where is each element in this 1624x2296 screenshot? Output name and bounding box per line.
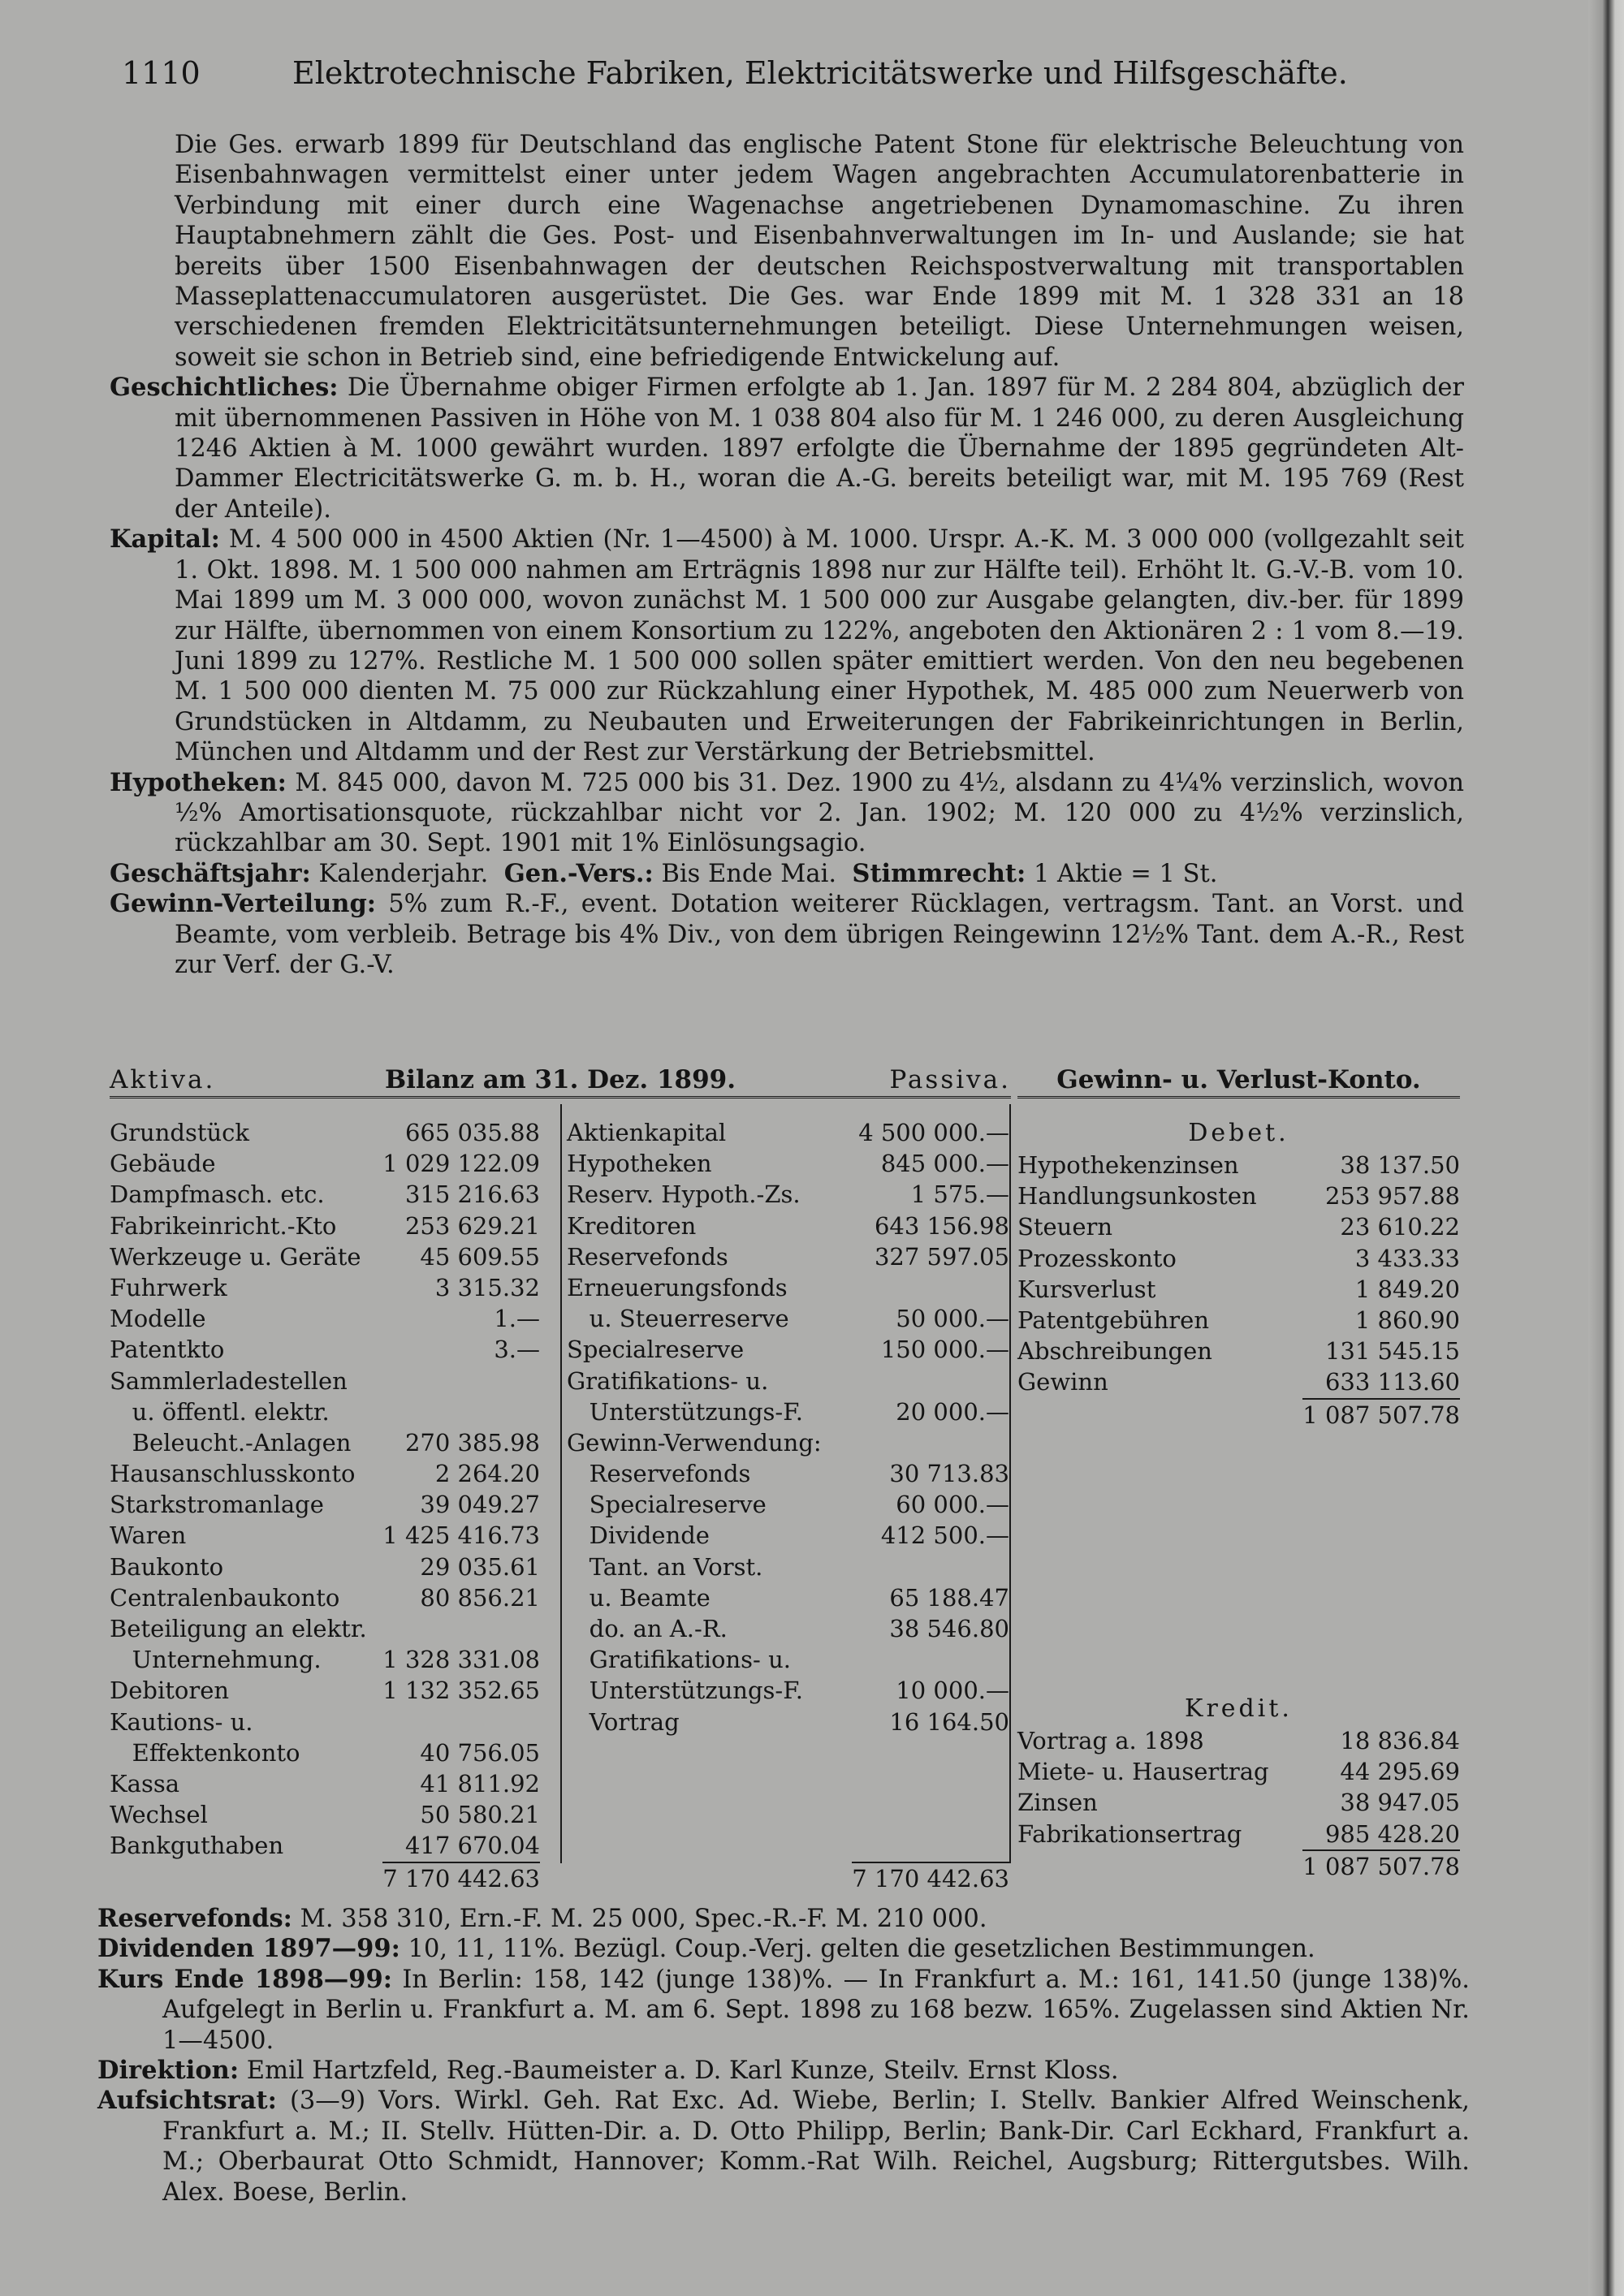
table-row [110, 1520, 540, 1551]
table-row [1017, 1366, 1460, 1397]
table-row [1017, 1756, 1460, 1787]
row-amount: 50 580.21 [420, 1801, 540, 1829]
section-kapital [110, 524, 1464, 767]
table-row [567, 1211, 1009, 1241]
row-amount: 1 860.90 [1354, 1306, 1460, 1334]
kredit-rows [1017, 1725, 1460, 1880]
spacer-row [567, 1768, 1009, 1799]
row-label: Gratifikations- u. [567, 1366, 769, 1395]
total-row [567, 1862, 1009, 1892]
row-label: Beleucht.-Anlagen [110, 1428, 352, 1457]
aktiva-column [110, 1117, 540, 1892]
row-label: Unterstützungs-F. [567, 1397, 804, 1426]
table-row [110, 1768, 540, 1799]
table-row [567, 1179, 1009, 1210]
debet-section [1017, 1117, 1460, 1429]
table-row [1017, 1243, 1460, 1274]
row-amount: 2 264.20 [434, 1460, 540, 1488]
total-row [110, 1862, 540, 1892]
table-row [567, 1148, 1009, 1179]
row-label: Unternehmung. [110, 1646, 322, 1674]
table-row [567, 1644, 1009, 1675]
section-label: Reservefonds: [97, 1904, 292, 1933]
row-amount: 3 433.33 [1354, 1244, 1460, 1272]
row-label: Kursverlust [1017, 1275, 1156, 1303]
running-title: Elektrotechnische Fabriken, Elektricitätswerke und Hilfsgeschäfte. [292, 55, 1348, 91]
table-row [110, 1272, 540, 1303]
row-amount: 20 000.— [896, 1397, 1009, 1426]
kredit-section [1017, 1693, 1460, 1880]
total-row [1017, 1398, 1460, 1429]
row-amount: 643 156.98 [874, 1211, 1009, 1240]
table-row [567, 1334, 1009, 1365]
footer-kurs [97, 1965, 1470, 2056]
row-label: Gewinn [1017, 1368, 1108, 1396]
row-label: Erneuerungsfonds [567, 1273, 788, 1301]
row-amount: 633 113.60 [1324, 1368, 1460, 1396]
row-label: Sammlerladestellen [110, 1366, 348, 1395]
table-row [110, 1117, 540, 1148]
row-amount: 1 425 416.73 [382, 1521, 540, 1550]
footer-direktion [97, 2056, 1470, 2086]
row-amount: 60 000.— [896, 1491, 1009, 1519]
aktiva-label: Aktiva. [110, 1065, 216, 1094]
column-divider [1009, 1104, 1011, 1863]
row-amount: 1 132 352.65 [382, 1677, 540, 1705]
row-amount: 412 500.— [880, 1521, 1009, 1550]
section-label: Geschäftsjahr: [110, 858, 311, 888]
row-amount: 50 000.— [896, 1305, 1009, 1333]
footer-reservefonds [97, 1904, 1470, 1934]
table-row [1017, 1274, 1460, 1305]
total-row [1017, 1849, 1460, 1880]
column-divider [560, 1104, 562, 1863]
section-label: Direktion: [97, 2056, 240, 2086]
balance-sheet-title: Bilanz am 31. Dez. 1899. [384, 1065, 736, 1094]
section-label: Kapital: [110, 524, 220, 555]
section-text: M. 845 000, davon M. 725 000 bis 31. Dez. 1900 zu 4½, alsdann zu 4¼% verzinslich, wovon ½% Amortisationsquote, rückzahlbar nicht vor 2. Jan. 1902; M. 120 000 zu 4½% verzinslich, rückzahlbar am 30. Sept. 1901 mit 1% Einlösungsagio. [175, 768, 1464, 858]
row-amount: 16 164.50 [889, 1707, 1009, 1736]
row-label: Kautions- u. [110, 1707, 253, 1736]
row-label: Fuhrwerk [110, 1273, 227, 1301]
row-label: Handlungsunkosten [1017, 1182, 1257, 1211]
row-amount: 845 000.— [880, 1150, 1009, 1178]
table-row [567, 1520, 1009, 1551]
row-amount: 23 610.22 [1340, 1213, 1460, 1241]
table-row [1017, 1725, 1460, 1756]
row-amount: 65 188.47 [889, 1583, 1009, 1612]
table-row [110, 1737, 540, 1768]
kredit-label: Kredit. [1185, 1694, 1293, 1723]
row-label: do. an A.-R. [567, 1615, 728, 1642]
row-amount: 327 597.05 [874, 1242, 1009, 1271]
table-row [567, 1303, 1009, 1334]
row-label: Wechsel [110, 1801, 208, 1829]
row-amount: 39 049.27 [420, 1491, 540, 1519]
row-label: Miete- u. Hausertrag [1017, 1758, 1269, 1786]
row-amount: 1 328 331.08 [382, 1646, 540, 1674]
profit-loss-header [1017, 1064, 1460, 1098]
section-label: Gen.-Vers.: [503, 858, 654, 888]
table-row [110, 1303, 540, 1334]
page-number: 1110 [122, 55, 201, 91]
intro-paragraph: Die Ges. erwarb 1899 für Deutschland das englische Patent Stone für elektrische Beleuchtung von Eisenbahnwagen vermittelst einer unter jedem Wagen angebrachten Accumulatorenbatterie in Verbindung mit einer durch eine Wagenachse angetriebenen Dynamomaschine. Zu ihren Hauptabnehmern zählt die Ges. Post- und Eisenbahnverwaltungen im In- und Auslande; sie hat bereits über 1500 Eisenbahnwagen der deutschen Reichspostverwaltung mit transportablen Masseplattenaccumulatoren ausgerüstet. Die Ges. war Ende 1899 mit M. 1 328 331 an 18 verschiedenen fremden Elektricitätsunternehmungen beteiligt. Diese Unternehmungen weisen, soweit sie schon in Betrieb sind, eine befriedigende Entwickelung auf. [175, 131, 1464, 372]
row-amount: 38 947.05 [1340, 1789, 1460, 1817]
row-amount: 18 836.84 [1340, 1727, 1460, 1754]
table-row [567, 1427, 1009, 1458]
row-label: Effektenkonto [110, 1738, 300, 1767]
total-amount: 7 170 442.63 [852, 1862, 1009, 1894]
debet-rows [1017, 1150, 1460, 1429]
table-row [1017, 1180, 1460, 1211]
row-amount: 3 315.32 [434, 1273, 540, 1301]
row-amount: 315 216.63 [404, 1180, 540, 1209]
section-text: 1 Aktie = 1 St. [1026, 859, 1218, 888]
row-label: Fabrikeinricht.-Kto [110, 1211, 337, 1240]
spacer-row [567, 1830, 1009, 1861]
row-amount: 131 545.15 [1324, 1337, 1460, 1366]
section-text: M. 4 500 000 in 4500 Aktien (Nr. 1—4500) à M. 1000. Urspr. A.-K. M. 3 000 000 (vollgezahlt seit 1. Okt. 1898. M. 1 500 000 nahmen am Erträgnis 1898 nur zur Hälfte teil). Erhöht lt. G.-V.-B. vom 10. Mai 1899 um M. 3 000 000, wovon zunächst M. 1 500 000 zur Ausgabe gelangten, div.-ber. für 1899 zur Hälfte, übernommen von einem Konsortium zu 122%, angeboten den Aktionären 2 : 1 vom 8.—19. Juni 1899 zu 127%. Restliche M. 1 500 000 sollen später emittiert werden. Von den neu begebenen M. 1 500 000 dienten M. 75 000 zur Rückzahlung einer Hypothek, M. 485 000 zum Neuerwerb von Grundstücken in Altdamm, zu Neubauten und Erweiterungen der Fabrikeinrichtungen in Berlin, München und Altdamm und der Rest zur Verstärkung der Betriebsmittel. [175, 525, 1464, 767]
row-label: u. Beamte [567, 1583, 710, 1612]
row-label: Specialreserve [567, 1336, 745, 1364]
table-row [567, 1117, 1009, 1148]
row-amount: 1 029 122.09 [382, 1150, 540, 1178]
section-label: Aufsichtsrat: [97, 2086, 277, 2116]
table-row [110, 1366, 540, 1396]
row-amount: 253 957.88 [1324, 1182, 1460, 1211]
page-header [122, 50, 1527, 96]
spacer-row [567, 1737, 1009, 1768]
row-label: Kreditoren [567, 1211, 697, 1240]
table-row [567, 1552, 1009, 1582]
balance-sheet-header [110, 1064, 1011, 1098]
table-row [110, 1613, 540, 1644]
row-amount: 270 385.98 [404, 1428, 540, 1457]
row-label: Reservefonds [567, 1460, 751, 1488]
table-row [1017, 1150, 1460, 1180]
section-label: Stimmrecht: [852, 858, 1026, 888]
row-label: Specialreserve [567, 1491, 767, 1519]
row-label: Bankguthaben [110, 1832, 284, 1860]
section-geschichtliches [110, 373, 1464, 524]
passiva-column [567, 1117, 1009, 1892]
row-label: Tant. an Vorst. [567, 1552, 763, 1581]
table-row [110, 1582, 540, 1613]
row-label: Dividende [567, 1521, 710, 1550]
row-amount: 38 137.50 [1340, 1151, 1460, 1179]
row-label: Fabrikationsertrag [1017, 1819, 1242, 1848]
table-row [110, 1396, 540, 1427]
row-label: Waren [110, 1521, 187, 1550]
row-label: Patentkto [110, 1336, 225, 1364]
row-amount: 253 629.21 [404, 1211, 540, 1240]
row-label: Gewinn-Verwendung: [567, 1428, 822, 1457]
row-amount: 29 035.61 [420, 1552, 540, 1581]
section-gewinnverteilung [110, 889, 1464, 980]
row-label: Grundstück [110, 1119, 249, 1146]
row-amount: 3.— [494, 1336, 540, 1364]
spacer-row [567, 1799, 1009, 1830]
table-row [567, 1458, 1009, 1489]
row-label: Unterstützungs-F. [567, 1677, 804, 1705]
table-row [567, 1366, 1009, 1396]
section-label: Dividenden 1897—99: [97, 1934, 400, 1964]
table-row [110, 1830, 540, 1861]
table-row [110, 1644, 540, 1675]
table-row [110, 1334, 540, 1365]
row-label: Centralenbaukonto [110, 1583, 340, 1612]
table-row [110, 1148, 540, 1179]
table-row [1017, 1336, 1460, 1366]
row-label: Zinsen [1017, 1789, 1098, 1817]
row-label: Dampfmasch. etc. [110, 1180, 325, 1209]
row-amount: 150 000.— [880, 1336, 1009, 1364]
section-label: Hypotheken: [110, 767, 287, 797]
total-amount: 1 087 507.78 [1302, 1849, 1460, 1882]
table-row [567, 1707, 1009, 1737]
profit-loss-title: Gewinn- u. Verlust-Konto. [1056, 1065, 1421, 1094]
total-amount: 7 170 442.63 [382, 1862, 540, 1894]
table-row [110, 1675, 540, 1706]
row-label: Vortrag a. 1898 [1017, 1727, 1204, 1754]
table-row [110, 1427, 540, 1458]
section-text: Bis Ende Mai. [653, 859, 837, 888]
section-text: Die Übernahme obiger Firmen erfolgte ab 1. Jan. 1897 für M. 2 284 804, abzüglich der mit übernommenen Passiven in Höhe von M. 1 038 804 also für M. 1 246 000, zu deren Ausgleichung 1246 Aktien à M. 1000 gewährt wurden. 1897 erfolgte die Übernahme der 1895 gegründeten Alt-Dammer Electricitätswerke G. m. b. H., woran die A.-G. bereits beteiligt war, mit M. 195 769 (Rest der Anteile). [175, 373, 1464, 524]
row-amount: 38 546.80 [889, 1615, 1009, 1642]
table-row [110, 1458, 540, 1489]
row-label: Werkzeuge u. Geräte [110, 1242, 361, 1271]
row-label: Vortrag [567, 1707, 680, 1736]
row-label: Abschreibungen [1017, 1337, 1212, 1366]
table-row [110, 1552, 540, 1582]
row-amount: 665 035.88 [404, 1119, 540, 1146]
section-hypotheken [110, 768, 1464, 859]
row-amount: 1.— [494, 1305, 540, 1333]
table-row [567, 1396, 1009, 1427]
profit-loss-account [1017, 1064, 1460, 1900]
row-label: Kassa [110, 1769, 180, 1798]
row-label: u. öffentl. elektr. [110, 1397, 330, 1426]
row-amount: 30 713.83 [889, 1460, 1009, 1488]
row-label: Modelle [110, 1305, 206, 1333]
row-label: Hausanschlusskonto [110, 1460, 356, 1488]
row-label: Steuern [1017, 1213, 1113, 1241]
row-label: Beteiligung an elektr. [110, 1615, 367, 1642]
section-label: Gewinn-Verteilung: [110, 889, 377, 919]
table-row [110, 1211, 540, 1241]
row-amount: 45 609.55 [420, 1242, 540, 1271]
table-row [1017, 1305, 1460, 1336]
section-text: Emil Hartzfeld, Reg.-Baumeister a. D. Karl Kunze, Steilv. Ernst Kloss. [239, 2056, 1119, 2086]
section-text: M. 358 310, Ern.-F. M. 25 000, Spec.-R.-F. M. 210 000. [292, 1905, 987, 1933]
passiva-label: Passiva. [889, 1065, 1011, 1094]
footer-text [97, 1904, 1470, 2208]
row-label: Starkstromanlage [110, 1491, 324, 1519]
table-row [1017, 1211, 1460, 1242]
row-amount: 417 670.04 [404, 1832, 540, 1860]
row-amount: 10 000.— [896, 1677, 1009, 1705]
body-text [110, 130, 1464, 980]
row-label: Debitoren [110, 1677, 230, 1705]
table-row [110, 1241, 540, 1272]
row-amount: 4 500 000.— [858, 1119, 1009, 1146]
row-amount: 80 856.21 [420, 1583, 540, 1612]
row-label: Gratifikations- u. [567, 1646, 791, 1674]
section-geschaeftsjahr [110, 859, 1464, 889]
table-row [567, 1613, 1009, 1644]
footer-dividenden [97, 1934, 1470, 1964]
section-label: Geschichtliches: [110, 373, 339, 403]
row-label: Reserv. Hypoth.-Zs. [567, 1180, 801, 1209]
section-text: 10, 11, 11%. Bezügl. Coup.-Verj. gelten die gesetzlichen Bestimmungen. [400, 1935, 1315, 1964]
table-row [110, 1179, 540, 1210]
section-label: Kurs Ende 1898—99: [97, 1964, 393, 1994]
row-amount: 41 811.92 [420, 1769, 540, 1798]
row-amount: 985 428.20 [1324, 1819, 1460, 1848]
section-text: In Berlin: 158, 142 (junge 138)%. — In Frankfurt a. M.: 161, 141.50 (junge 138)%. Aufgelegt in Berlin u. Frankfurt a. M. am 6. Sept. 1898 zu 168 bezw. 165%. Zugelassen sind Aktien Nr. 1—4500. [162, 1965, 1470, 2055]
row-amount: 1 849.20 [1354, 1275, 1460, 1303]
row-label: Patentgebühren [1017, 1306, 1209, 1334]
section-text: 5% zum R.-F., event. Dotation weiterer Rücklagen, vertragsm. Tant. an Vorst. und Beamte, vom verbleib. Betrage bis 4% Div., von dem übrigen Reingewinn 12½% Tant. dem A.-R., Rest zur Verf. der G.-V. [175, 890, 1464, 979]
table-row [567, 1241, 1009, 1272]
debet-label: Debet. [1188, 1119, 1289, 1147]
table-row [110, 1707, 540, 1737]
row-label: Aktienkapital [567, 1119, 727, 1146]
table-row [1017, 1819, 1460, 1849]
row-label: Hypothekenzinsen [1017, 1151, 1239, 1179]
table-row [567, 1675, 1009, 1706]
total-amount: 1 087 507.78 [1302, 1398, 1460, 1431]
row-label: u. Steuerreserve [567, 1305, 789, 1333]
table-row [1017, 1787, 1460, 1818]
table-row [567, 1272, 1009, 1303]
footer-aufsichtsrat [97, 2086, 1470, 2208]
row-label: Gebäude [110, 1150, 216, 1178]
row-label: Hypotheken [567, 1150, 712, 1178]
row-label: Prozesskonto [1017, 1244, 1177, 1272]
section-text: Kalenderjahr. [310, 859, 489, 888]
page-edge-shadow [1588, 0, 1624, 2296]
row-label: Baukonto [110, 1552, 224, 1581]
table-row [567, 1582, 1009, 1613]
row-label: Reservefonds [567, 1242, 728, 1271]
section-text: (3—9) Vors. Wirkl. Geh. Rat Exc. Ad. Wiebe, Berlin; I. Stellv. Bankier Alfred Weinschenk, Frankfurt a. M.; II. Stellv. Hütten-Dir. a. D. Otto Philipp, Berlin; Bank-Dir. Carl Eckhard, Frankfurt a. M.; Oberbaurat Otto Schmidt, Hannover; Komm.-Rat Wilh. Reichel, Augsburg; Rittergutsbes. Wilh. Alex. Boese, Berlin. [162, 2087, 1470, 2207]
balance-sheet [110, 1064, 1011, 1900]
row-amount: 44 295.69 [1340, 1758, 1460, 1786]
table-row [567, 1489, 1009, 1520]
row-amount: 1 575.— [910, 1180, 1009, 1209]
table-row [110, 1489, 540, 1520]
row-amount: 40 756.05 [420, 1738, 540, 1767]
table-row [110, 1799, 540, 1830]
